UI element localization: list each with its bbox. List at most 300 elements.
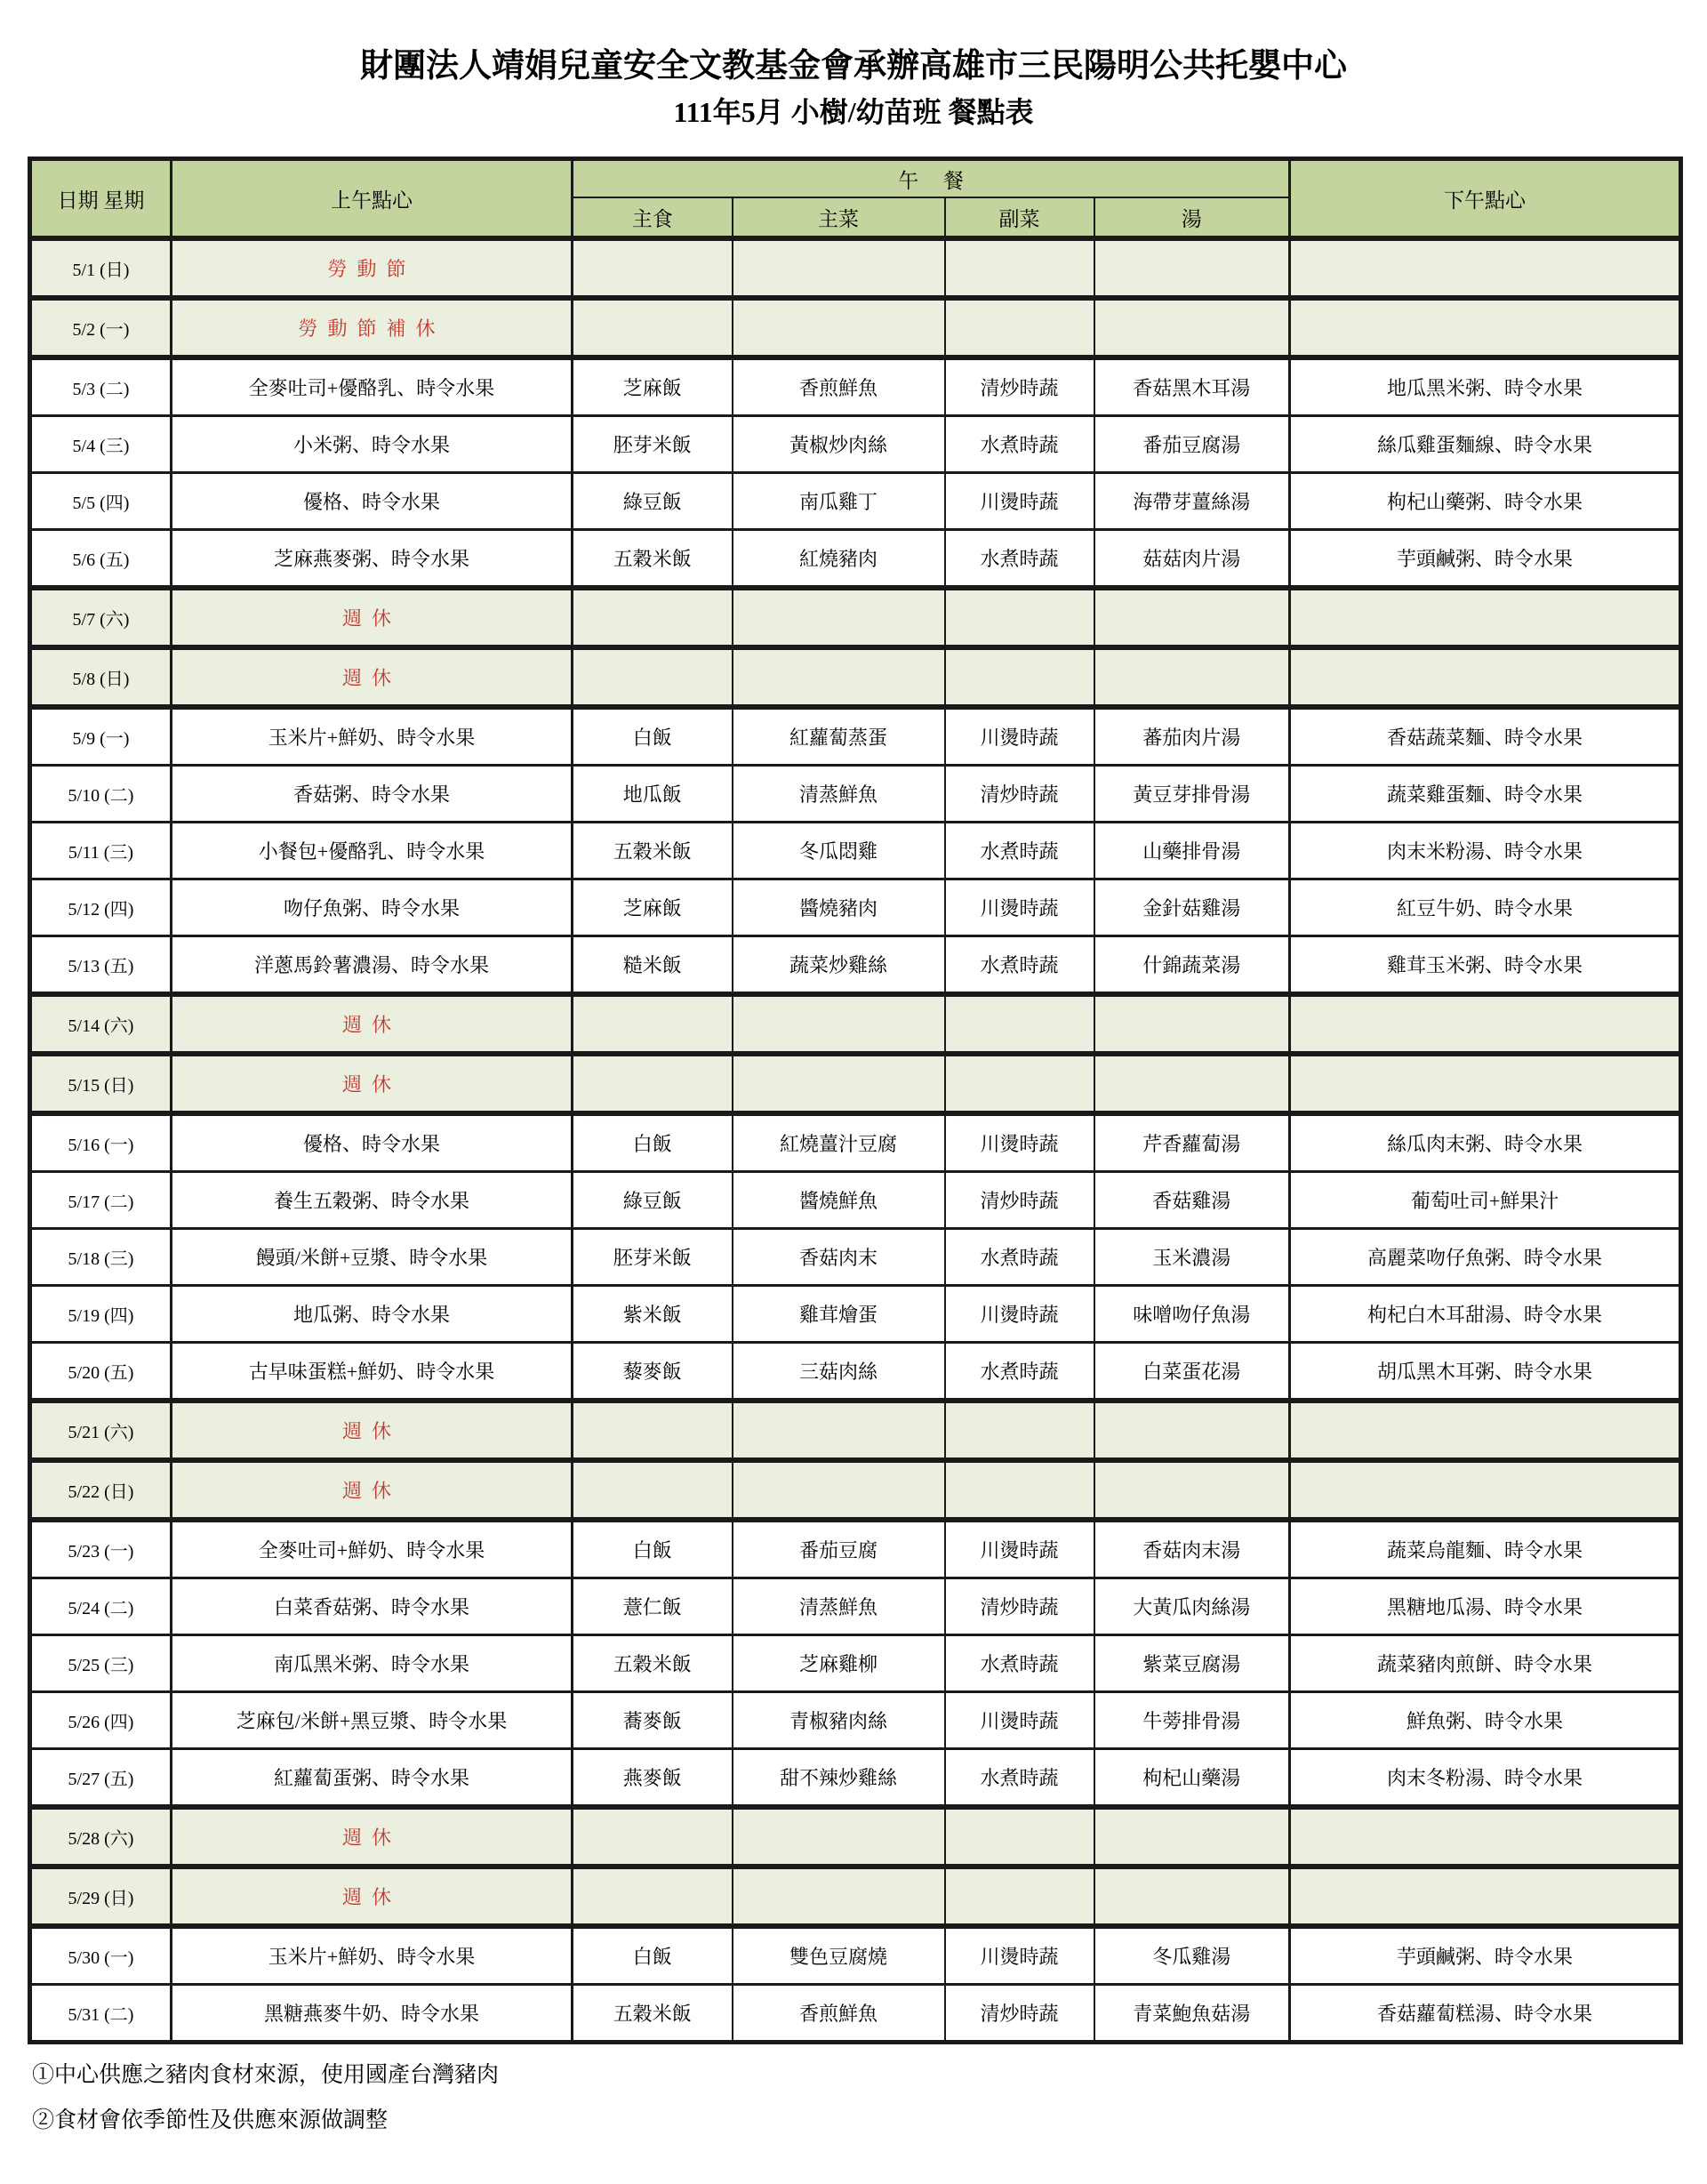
side-dish-cell [945, 1229, 1094, 1286]
date-cell [30, 1867, 172, 1926]
main-dish-cell [733, 1985, 945, 2043]
staple-cell [573, 1985, 733, 2043]
header-date: 日期 星期 [30, 159, 172, 239]
side-dish-text: 水煮時蔬 [980, 954, 1059, 977]
afternoon-snack-cell [1290, 530, 1681, 589]
header-main-dish: 主菜 [733, 197, 945, 238]
main-dish-cell [733, 823, 945, 879]
staple-text: 芝麻飯 [622, 377, 682, 400]
morning-snack-cell [172, 1172, 573, 1229]
date-cell [30, 1578, 172, 1635]
afternoon-snack-text: 蔬菜雞蛋麵、時令水果 [1387, 783, 1583, 807]
afternoon-snack-cell [1290, 1749, 1681, 1808]
afternoon-snack-text: 黑糖地瓜湯、時令水果 [1387, 1596, 1583, 1619]
table-row [30, 1054, 1681, 1113]
header-staple: 主食 [573, 197, 733, 238]
soup-cell [1094, 1749, 1290, 1808]
afternoon-snack-text: 高麗菜吻仔魚粥、時令水果 [1367, 1247, 1603, 1270]
soup-cell [1094, 1520, 1290, 1578]
staple-text: 芝麻飯 [622, 897, 682, 920]
date-text: 5/18 [68, 1249, 100, 1270]
main-dish-cell [733, 1401, 945, 1460]
date-text: 5/28 [68, 1829, 100, 1850]
main-dish-cell [733, 473, 945, 530]
table-row [30, 1229, 1681, 1286]
date-text: 5/8 [72, 670, 96, 690]
staple-cell [573, 936, 733, 995]
side-dish-cell [945, 1578, 1094, 1635]
table-row [30, 1172, 1681, 1229]
main-dish-cell [733, 1520, 945, 1578]
holiday-label: 週休 [341, 1073, 401, 1096]
afternoon-snack-cell [1290, 1807, 1681, 1867]
date-cell [30, 588, 172, 647]
date-cell [30, 1054, 172, 1113]
holiday-label: 週休 [341, 1014, 401, 1037]
date-cell [30, 1286, 172, 1343]
morning-snack-cell [172, 1113, 573, 1172]
morning-snack-cell [172, 1401, 573, 1460]
afternoon-snack-cell [1290, 1635, 1681, 1692]
main-dish-cell [733, 1113, 945, 1172]
afternoon-snack-cell [1290, 766, 1681, 823]
morning-snack-text: 紅蘿蔔蛋粥、時令水果 [273, 1767, 469, 1790]
side-dish-cell [945, 1460, 1094, 1520]
afternoon-snack-text: 鮮魚粥、時令水果 [1406, 1710, 1564, 1733]
weekday-text: (五) [104, 1363, 134, 1384]
table-row [30, 823, 1681, 879]
soup-text: 玉米濃湯 [1152, 1247, 1231, 1270]
soup-cell [1094, 994, 1290, 1054]
morning-snack-text: 玉米片+鮮奶、時令水果 [268, 727, 476, 750]
side-dish-cell [945, 357, 1094, 416]
side-dish-cell [945, 1286, 1094, 1343]
morning-snack-cell [172, 416, 573, 473]
morning-snack-cell [172, 1054, 573, 1113]
main-dish-cell [733, 936, 945, 995]
morning-snack-cell [172, 823, 573, 879]
staple-cell [573, 1692, 733, 1749]
soup-text: 香菇雞湯 [1152, 1190, 1231, 1213]
afternoon-snack-cell [1290, 1113, 1681, 1172]
side-dish-text: 川燙時蔬 [980, 897, 1059, 920]
soup-cell [1094, 238, 1290, 298]
afternoon-snack-cell [1290, 473, 1681, 530]
main-dish-text: 雙色豆腐燒 [789, 1946, 887, 1969]
side-dish-cell [945, 416, 1094, 473]
table-row [30, 879, 1681, 936]
main-dish-cell [733, 766, 945, 823]
weekday-text: (六) [100, 610, 130, 630]
afternoon-snack-cell [1290, 1692, 1681, 1749]
morning-snack-text: 古早味蛋糕+鮮奶、時令水果 [248, 1361, 495, 1384]
main-dish-text: 醬燒鮮魚 [798, 1190, 878, 1213]
staple-text: 薏仁飯 [622, 1596, 682, 1619]
staple-text: 白飯 [632, 1539, 672, 1562]
date-cell [30, 707, 172, 766]
afternoon-snack-text: 雞茸玉米粥、時令水果 [1387, 954, 1583, 977]
afternoon-snack-text: 芋頭鹹粥、時令水果 [1397, 1946, 1574, 1969]
side-dish-cell [945, 1867, 1094, 1926]
staple-cell [573, 1113, 733, 1172]
side-dish-cell [945, 238, 1094, 298]
side-dish-text: 清炒時蔬 [980, 1596, 1059, 1619]
weekday-text: (二) [104, 786, 134, 807]
side-dish-cell [945, 1807, 1094, 1867]
date-text: 5/25 [68, 1656, 100, 1676]
date-text: 5/4 [72, 437, 96, 457]
afternoon-snack-cell [1290, 879, 1681, 936]
date-text: 5/13 [68, 957, 100, 977]
weekday-text: (二) [104, 2005, 134, 2026]
soup-text: 番茄豆腐湯 [1142, 434, 1241, 457]
soup-cell [1094, 357, 1290, 416]
table-row [30, 1807, 1681, 1867]
date-cell [30, 647, 172, 707]
holiday-label: 週休 [341, 667, 401, 690]
morning-snack-cell [172, 473, 573, 530]
table-row [30, 530, 1681, 589]
morning-snack-text: 小餐包+優酪乳、時令水果 [258, 840, 485, 863]
morning-snack-cell [172, 1985, 573, 2043]
header-lunch: 午餐 [573, 159, 1290, 198]
main-dish-text: 雞茸燴蛋 [798, 1304, 878, 1327]
main-dish-cell [733, 647, 945, 707]
main-dish-cell [733, 1286, 945, 1343]
table-row [30, 936, 1681, 995]
date-cell [30, 1460, 172, 1520]
soup-cell [1094, 1985, 1290, 2043]
weekday-text: (日) [100, 261, 130, 281]
date-cell [30, 357, 172, 416]
soup-cell [1094, 473, 1290, 530]
main-dish-cell [733, 707, 945, 766]
side-dish-text: 川燙時蔬 [980, 1304, 1059, 1327]
afternoon-snack-text: 胡瓜黑木耳粥、時令水果 [1377, 1361, 1593, 1384]
weekday-text: (一) [104, 1542, 134, 1562]
main-dish-text: 南瓜雞丁 [798, 491, 878, 514]
side-dish-text: 水煮時蔬 [980, 1653, 1059, 1676]
morning-snack-cell [172, 357, 573, 416]
staple-text: 白飯 [632, 1946, 672, 1969]
main-dish-text: 香煎鮮魚 [798, 377, 878, 400]
soup-cell [1094, 879, 1290, 936]
weekday-text: (四) [104, 900, 134, 920]
soup-cell [1094, 1867, 1290, 1926]
soup-cell [1094, 1926, 1290, 1985]
side-dish-cell [945, 530, 1094, 589]
holiday-label: 週休 [341, 1827, 401, 1850]
side-dish-cell [945, 1985, 1094, 2043]
afternoon-snack-cell [1290, 238, 1681, 298]
soup-cell [1094, 1229, 1290, 1286]
main-dish-text: 清蒸鮮魚 [798, 1596, 878, 1619]
weekday-text: (四) [104, 1306, 134, 1327]
table-row [30, 1578, 1681, 1635]
afternoon-snack-cell [1290, 1460, 1681, 1520]
staple-cell [573, 879, 733, 936]
main-dish-text: 醬燒豬肉 [798, 897, 878, 920]
morning-snack-text: 養生五穀粥、時令水果 [273, 1190, 469, 1213]
date-text: 5/5 [72, 494, 96, 514]
morning-snack-cell [172, 647, 573, 707]
main-dish-cell [733, 1172, 945, 1229]
staple-cell [573, 357, 733, 416]
date-text: 5/27 [68, 1770, 100, 1790]
side-dish-text: 水煮時蔬 [980, 434, 1059, 457]
staple-text: 白飯 [632, 1133, 672, 1156]
morning-snack-cell [172, 1807, 573, 1867]
morning-snack-text: 饅頭/米餅+豆漿、時令水果 [255, 1247, 488, 1270]
soup-cell [1094, 1460, 1290, 1520]
staple-cell [573, 707, 733, 766]
afternoon-snack-text: 紅豆牛奶、時令水果 [1397, 897, 1574, 920]
weekday-text: (六) [104, 1016, 134, 1037]
soup-text: 芹香蘿蔔湯 [1142, 1133, 1241, 1156]
staple-cell [573, 1520, 733, 1578]
date-text: 5/9 [72, 729, 96, 750]
side-dish-cell [945, 1401, 1094, 1460]
morning-snack-text: 芝麻包/米餅+黑豆漿、時令水果 [236, 1710, 508, 1733]
soup-cell [1094, 1578, 1290, 1635]
main-dish-cell [733, 1867, 945, 1926]
staple-text: 胚芽米飯 [613, 434, 692, 457]
soup-cell [1094, 1343, 1290, 1401]
afternoon-snack-cell [1290, 1343, 1681, 1401]
morning-snack-cell [172, 1343, 573, 1401]
table-row [30, 1286, 1681, 1343]
staple-cell [573, 1749, 733, 1808]
main-dish-cell [733, 530, 945, 589]
afternoon-snack-text: 香菇蔬菜麵、時令水果 [1387, 727, 1583, 750]
date-text: 5/30 [68, 1948, 100, 1969]
holiday-label: 週休 [341, 1886, 401, 1909]
afternoon-snack-cell [1290, 1286, 1681, 1343]
soup-text: 菇菇肉片湯 [1142, 548, 1241, 571]
soup-cell [1094, 936, 1290, 995]
soup-text: 蕃茄肉片湯 [1142, 727, 1241, 750]
staple-cell [573, 473, 733, 530]
staple-cell [573, 1926, 733, 1985]
date-cell [30, 1807, 172, 1867]
morning-snack-text: 洋蔥馬鈴薯濃湯、時令水果 [253, 954, 489, 977]
morning-snack-text: 吻仔魚粥、時令水果 [283, 897, 460, 920]
date-text: 5/3 [72, 380, 96, 400]
soup-cell [1094, 823, 1290, 879]
side-dish-text: 川燙時蔬 [980, 1946, 1059, 1969]
soup-text: 紫菜豆腐湯 [1142, 1653, 1241, 1676]
staple-cell [573, 823, 733, 879]
main-dish-cell [733, 994, 945, 1054]
afternoon-snack-cell [1290, 707, 1681, 766]
morning-snack-cell [172, 530, 573, 589]
main-dish-text: 紅燒薑汁豆腐 [779, 1133, 897, 1156]
side-dish-cell [945, 647, 1094, 707]
table-row [30, 647, 1681, 707]
morning-snack-text: 香菇粥、時令水果 [293, 783, 450, 807]
date-cell [30, 1229, 172, 1286]
staple-text: 五穀米飯 [613, 2003, 692, 2026]
staple-cell [573, 1172, 733, 1229]
side-dish-text: 清炒時蔬 [980, 783, 1059, 807]
afternoon-snack-cell [1290, 1520, 1681, 1578]
document-title: 財團法人靖娟兒童安全文教基金會承辦高雄市三民陽明公共托嬰中心 [360, 48, 1347, 84]
side-dish-text: 川燙時蔬 [980, 1710, 1059, 1733]
afternoon-snack-cell [1290, 1985, 1681, 2043]
table-row [30, 1520, 1681, 1578]
weekday-text: (日) [104, 1076, 134, 1096]
main-dish-cell [733, 298, 945, 357]
main-dish-cell [733, 1749, 945, 1808]
table-row [30, 1867, 1681, 1926]
table-row [30, 1926, 1681, 1985]
soup-cell [1094, 416, 1290, 473]
staple-cell [573, 588, 733, 647]
soup-cell [1094, 1807, 1290, 1867]
main-dish-text: 甜不辣炒雞絲 [779, 1767, 897, 1790]
main-dish-cell [733, 1635, 945, 1692]
table-row [30, 1460, 1681, 1520]
weekday-text: (四) [104, 1713, 134, 1733]
soup-text: 山藥排骨湯 [1142, 840, 1241, 863]
staple-cell [573, 1401, 733, 1460]
afternoon-snack-text: 肉末冬粉湯、時令水果 [1387, 1767, 1583, 1790]
header-row-top [30, 159, 1681, 198]
header-morning-snack: 上午點心 [172, 159, 573, 239]
holiday-label: 週休 [341, 1480, 401, 1503]
staple-text: 五穀米飯 [613, 1653, 692, 1676]
side-dish-cell [945, 1343, 1094, 1401]
table-row [30, 298, 1681, 357]
morning-snack-cell [172, 298, 573, 357]
weekday-text: (一) [104, 1136, 134, 1156]
soup-cell [1094, 1286, 1290, 1343]
morning-snack-cell [172, 1635, 573, 1692]
staple-text: 綠豆飯 [622, 491, 682, 514]
main-dish-cell [733, 238, 945, 298]
date-text: 5/1 [72, 261, 96, 281]
weekday-text: (六) [104, 1423, 134, 1443]
morning-snack-cell [172, 707, 573, 766]
soup-text: 枸杞山藥湯 [1142, 1767, 1241, 1790]
date-text: 5/21 [68, 1423, 100, 1443]
staple-cell [573, 1635, 733, 1692]
weekday-text: (日) [104, 1482, 134, 1503]
date-cell [30, 1692, 172, 1749]
soup-text: 牛蒡排骨湯 [1142, 1710, 1241, 1733]
date-cell [30, 1926, 172, 1985]
soup-text: 香菇肉末湯 [1142, 1539, 1241, 1562]
date-text: 5/17 [68, 1192, 100, 1213]
afternoon-snack-text: 葡萄吐司+鮮果汁 [1410, 1190, 1559, 1213]
staple-text: 藜麥飯 [622, 1361, 682, 1384]
afternoon-snack-cell [1290, 1054, 1681, 1113]
side-dish-cell [945, 298, 1094, 357]
side-dish-cell [945, 879, 1094, 936]
date-cell [30, 766, 172, 823]
main-dish-text: 青椒豬肉絲 [789, 1710, 887, 1733]
afternoon-snack-cell [1290, 298, 1681, 357]
date-cell [30, 823, 172, 879]
morning-snack-text: 全麥吐司+鮮奶、時令水果 [258, 1539, 485, 1562]
staple-cell [573, 1867, 733, 1926]
afternoon-snack-text: 絲瓜肉末粥、時令水果 [1387, 1133, 1583, 1156]
soup-text: 白菜蛋花湯 [1142, 1361, 1241, 1384]
staple-text: 胚芽米飯 [613, 1247, 692, 1270]
side-dish-text: 川燙時蔬 [980, 491, 1059, 514]
date-cell [30, 1749, 172, 1808]
morning-snack-cell [172, 994, 573, 1054]
side-dish-cell [945, 588, 1094, 647]
soup-cell [1094, 766, 1290, 823]
staple-text: 紫米飯 [622, 1304, 682, 1327]
date-cell [30, 1401, 172, 1460]
weekday-text: (三) [100, 437, 130, 457]
morning-snack-cell [172, 1520, 573, 1578]
morning-snack-cell [172, 1867, 573, 1926]
side-dish-text: 川燙時蔬 [980, 1539, 1059, 1562]
morning-snack-cell [172, 1692, 573, 1749]
afternoon-snack-text: 枸杞白木耳甜湯、時令水果 [1367, 1304, 1603, 1327]
afternoon-snack-text: 蔬菜烏龍麵、時令水果 [1387, 1539, 1583, 1562]
staple-cell [573, 298, 733, 357]
side-dish-text: 川燙時蔬 [980, 727, 1059, 750]
meal-table-body [30, 238, 1681, 2043]
side-dish-cell [945, 1054, 1094, 1113]
main-dish-text: 香菇肉末 [798, 1247, 878, 1270]
main-dish-cell [733, 1692, 945, 1749]
staple-text: 五穀米飯 [613, 840, 692, 863]
side-dish-cell [945, 1635, 1094, 1692]
side-dish-cell [945, 1926, 1094, 1985]
morning-snack-cell [172, 588, 573, 647]
table-row [30, 1985, 1681, 2043]
date-cell [30, 879, 172, 936]
weekday-text: (二) [104, 1599, 134, 1619]
afternoon-snack-cell [1290, 1926, 1681, 1985]
weekday-text: (四) [100, 494, 130, 514]
header-soup: 湯 [1094, 197, 1290, 238]
date-text: 5/14 [68, 1016, 100, 1037]
soup-cell [1094, 647, 1290, 707]
table-row [30, 588, 1681, 647]
header-side-dish: 副菜 [945, 197, 1094, 238]
document-subtitle: 111年5月 小樹/幼苗班 餐點表 [673, 96, 1034, 129]
date-cell [30, 1343, 172, 1401]
staple-cell [573, 1229, 733, 1286]
weekday-text: (三) [104, 1656, 134, 1676]
staple-text: 燕麥飯 [622, 1767, 682, 1790]
date-text: 5/6 [72, 550, 96, 571]
date-cell [30, 994, 172, 1054]
morning-snack-text: 白菜香菇粥、時令水果 [273, 1596, 469, 1619]
footnotes [32, 2064, 1707, 2132]
date-text: 5/29 [68, 1889, 100, 1909]
main-dish-text: 香煎鮮魚 [798, 2003, 878, 2026]
morning-snack-text: 玉米片+鮮奶、時令水果 [268, 1946, 476, 1969]
weekday-text: (一) [100, 729, 130, 750]
staple-cell [573, 238, 733, 298]
weekday-text: (一) [104, 1948, 134, 1969]
staple-cell [573, 647, 733, 707]
soup-cell [1094, 1635, 1290, 1692]
soup-text: 什錦蔬菜湯 [1142, 954, 1241, 977]
date-text: 5/31 [68, 2005, 100, 2026]
staple-cell [573, 416, 733, 473]
staple-cell [573, 766, 733, 823]
date-text: 5/15 [68, 1076, 100, 1096]
soup-text: 香菇黑木耳湯 [1133, 377, 1251, 400]
